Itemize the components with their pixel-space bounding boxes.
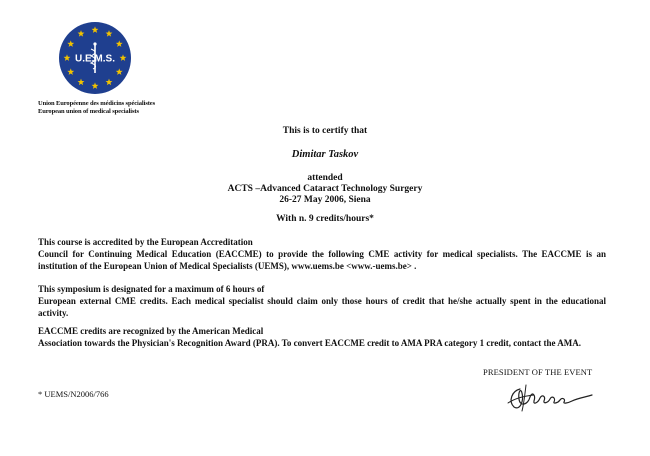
- reference-number: * UEMS/N2006/766: [38, 389, 109, 399]
- designation-line1: This symposium is designated for a maximum of 6 hours of: [38, 284, 265, 294]
- event-title: ACTS –Advanced Cataract Technology Surgery: [227, 184, 423, 194]
- certify-statement: This is to certify that: [282, 126, 368, 136]
- attended-label: attended: [307, 173, 343, 183]
- recognition-rest: Association towards the Physician's Recognition Award (PRA). To convert EACCME credit to AMA PRA category 1 credit, contact the AMA.: [38, 338, 581, 348]
- uems-logo: [58, 21, 132, 95]
- recognition-paragraph: [38, 325, 606, 349]
- accreditation-paragraph: [38, 236, 606, 272]
- designation-rest: European external CME credits. Each medical specialist should claim only those hours of credit that he/she actually spent in the educational activity.: [38, 296, 606, 318]
- recognition-line1: EACCME credits are recognized by the American Medical: [38, 326, 264, 336]
- event-dates: 26-27 May 2006, Siena: [279, 195, 371, 205]
- accreditation-rest: Council for Continuing Medical Education (EACCME) to provide the following CME activity for medical specialists. The EACCME is an institution of the European Union of Medical Specialists (UEMS), www.uems.be <www.-uems.be> .: [38, 249, 606, 271]
- credits-statement: With n. 9 credits/hours*: [276, 214, 374, 224]
- recipient-name: Dimitar Taskov: [291, 149, 359, 160]
- accreditation-line1: This course is accredited by the European Accreditation: [38, 237, 253, 247]
- organization-name-fr: Union Européenne des médicins spécialistes: [38, 100, 156, 107]
- organization-name: [38, 100, 155, 115]
- signature-icon: [500, 381, 595, 413]
- designation-paragraph: [38, 283, 606, 319]
- president-label: PRESIDENT OF THE EVENT: [483, 367, 593, 377]
- logo-text: U.E.M.S.: [74, 53, 116, 65]
- organization-name-en: European union of medical specialists: [38, 107, 139, 115]
